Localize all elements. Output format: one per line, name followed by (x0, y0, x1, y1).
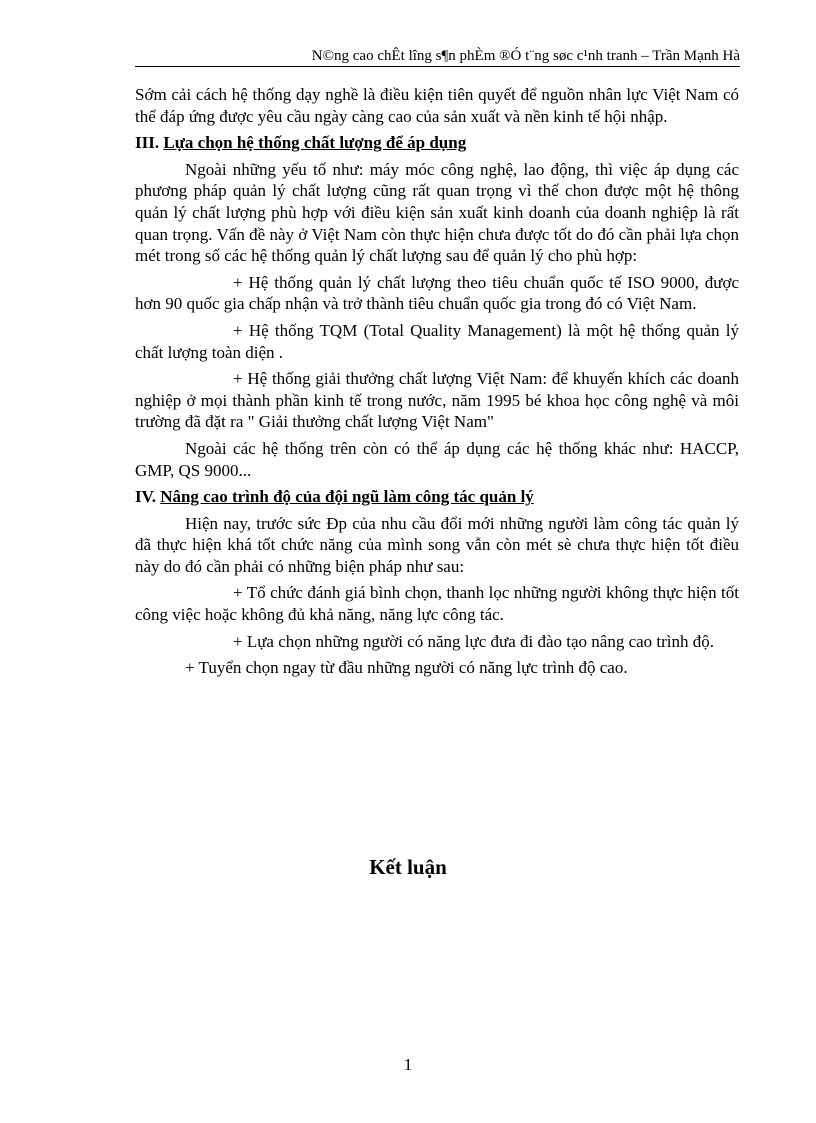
bullet-paragraph: + Lựa chọn những người có năng lực đưa đi đào tạo nâng cao trình độ. (233, 631, 715, 651)
document-body (135, 84, 739, 684)
section-heading-3 (135, 132, 739, 154)
conclusion-title: Kết luận (369, 855, 447, 879)
section-number: IV. (135, 487, 156, 507)
section-title: Lựa chọn hệ thống chất lượng để áp dụng (163, 133, 467, 153)
section-number: III. (135, 133, 160, 153)
bullet-paragraph: + Tổ chức đánh giá bình chọn, thanh lọc những người không thực hiện tốt công việc hoặc không đủ khả năng, năng lực công tác. (135, 583, 739, 625)
intro-paragraph: Sớm cải cách hệ thống dạy nghề là điều kiện tiên quyết để nguồn nhân lực Việt Nam có thể đáp ứng được yêu cầu ngày càng cao của sản xuất và nền kinh tế hội nhập. (135, 85, 739, 126)
bullet-paragraph: + Tuyển chọn ngay từ đầu những người có năng lực trình độ cao. (185, 658, 628, 678)
running-header (135, 47, 740, 67)
header-title: N©ng cao chÊt lîng s¶n phÈm ®Ó t¨ng søc c¹nh tranh – Trần Mạnh Hà (311, 48, 740, 64)
bullet-paragraph: + Hệ thống giải thưởng chất lượng Việt Nam: để khuyến khích các doanh nghiệp ở mọi thành phần kinh tế trong nước, năm 1995 bé khoa học công nghệ và môi trường đã đặt ra " Giải thưởng chất lượng Việt Nam" (135, 369, 739, 432)
paragraph: Hiện nay, trước sức Ðp của nhu cầu đổi mới những người làm công tác quản lý đã thực hiện khá tốt chức năng của mình song vẫn còn mét sè chưa thực hiện tốt điều này do đó cần phải có những biện pháp như sau: (135, 513, 739, 576)
section-heading-4 (135, 486, 739, 508)
section-title: Nâng cao trình độ của đội ngũ làm công tác quản lý (160, 487, 534, 507)
page-number: 1 (403, 1055, 413, 1074)
paragraph: Ngoài những yếu tố như: máy móc công nghệ, lao động, thì việc áp dụng các phương pháp quản lý chất lượng cũng rất quan trọng vì thế chon được một hệ thông quản lý chất lượng phù hợp với điều kiện sản xuất kinh doanh của doanh nghiệp là rất quan trọng. Vấn đề này ở Việt Nam còn thực hiện chưa được tốt do đó cần phải lựa chọn mét trong số các hệ thống quản lý chất lượng sau để quản lý cho phù hợp: (135, 159, 739, 266)
paragraph: Ngoài các hệ thống trên còn có thể áp dụng các hệ thống khác như: HACCP, GMP, QS 9000... (135, 438, 739, 480)
bullet-paragraph: + Hệ thống quản lý chất lượng theo tiêu chuẩn quốc tế ISO 9000, được hơn 90 quốc gia chấp nhận và trở thành tiêu chuẩn quốc gia trong đó có Việt Nam. (135, 272, 739, 314)
bullet-paragraph: + Hệ thống TQM (Total Quality Management) là một hệ thống quản lý chất lượng toàn diện . (135, 320, 739, 362)
